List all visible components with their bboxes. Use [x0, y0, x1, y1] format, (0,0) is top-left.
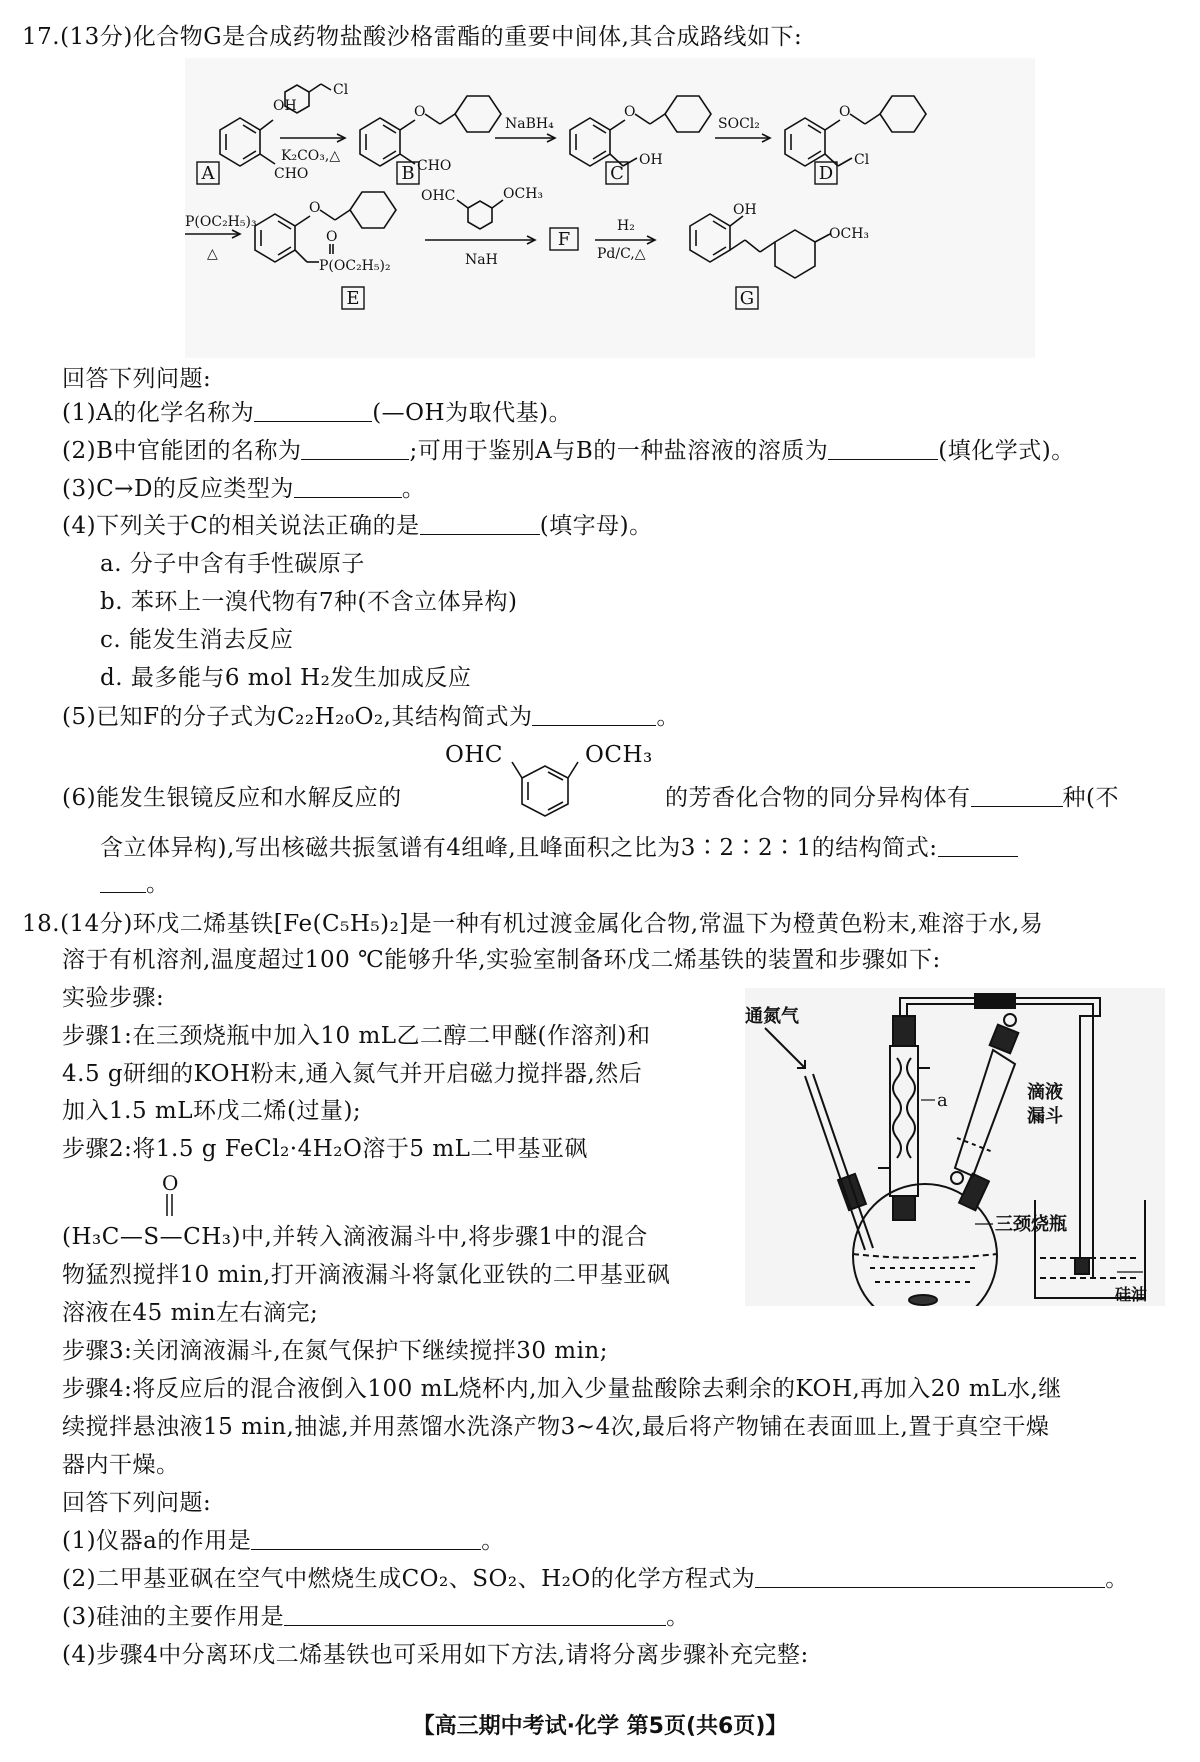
label-e: E: [346, 288, 360, 309]
answer-blank-17-6a[interactable]: [971, 786, 1063, 807]
step4-line2: 续搅拌悬浊液15 min,抽滤,并用蒸馏水洗涤产物3~4次,最后将产物铺在表面皿上,置于真空干燥: [62, 1414, 1050, 1440]
q18-1: (1)仪器a的作用是 。: [62, 1528, 505, 1554]
answer-blank-18-1[interactable]: [251, 1529, 481, 1550]
step3: 步骤3:关闭滴液漏斗,在氮气保护下继续搅拌30 min;: [62, 1338, 608, 1364]
reagent-heat: △: [207, 246, 218, 262]
q18-4: (4)步骤4中分离环戊二烯基铁也可采用如下方法,请将分离步骤补充完整:: [62, 1642, 809, 1668]
option-d: d. 最多能与6 mol H₂发生加成反应: [100, 665, 472, 691]
answer-blank-17-1[interactable]: [254, 401, 372, 422]
step1-line3: 加入1.5 mL环戊二烯(过量);: [62, 1098, 362, 1124]
dmso-oxygen: O: [162, 1171, 179, 1195]
step4-line1: 步骤4:将反应后的混合液倒入100 mL烧杯内,加入少量盐酸除去剩余的KOH,再加入20 mL水,继: [62, 1376, 1062, 1402]
page-footer: 【高三期中考试·化学 第5页(共6页)】: [412, 1714, 788, 1739]
reagent-ohc: OHC: [421, 188, 456, 204]
answer-blank-17-6c[interactable]: [100, 872, 146, 893]
synthesis-scheme: [185, 58, 1035, 358]
steps-title: 实验步骤:: [62, 985, 165, 1011]
step2-line4: 溶液在45 min左右滴完;: [62, 1300, 319, 1326]
q17-4: (4)下列关于C的相关说法正确的是 (填字母)。: [62, 513, 653, 539]
apparatus-figure: [745, 988, 1165, 1306]
q17-header: 17.(13分)化合物G是合成药物盐酸沙格雷酯的重要中间体,其合成路线如下:: [22, 24, 803, 50]
label-d: D: [818, 163, 834, 184]
group-p-o: O: [326, 229, 338, 245]
step1-line2: 4.5 g研细的KOH粉末,通入氮气并开启磁力搅拌器,然后: [62, 1061, 643, 1087]
label-silicone-oil: 硅油: [1114, 1285, 1147, 1304]
answer-blank-17-5[interactable]: [532, 705, 656, 726]
step2-line1: 步骤2:将1.5 g FeCl₂·4H₂O溶于5 mL二甲基亚砜: [62, 1136, 588, 1162]
q18-intro: 回答下列问题:: [62, 1490, 212, 1516]
q17-3: (3)C→D的反应类型为 。: [62, 476, 426, 502]
reagent-k2co3: K₂CO₃,△: [281, 148, 341, 164]
q17-intro: 回答下列问题:: [62, 366, 212, 392]
label-funnel-2: 漏斗: [1027, 1106, 1063, 1127]
answer-blank-17-2b[interactable]: [828, 439, 938, 460]
q17-6-line3: 。: [100, 869, 170, 899]
group-cho: CHO: [274, 166, 309, 182]
reagent-h2: H₂: [617, 218, 635, 234]
reagent-pdc: Pd/C,△: [597, 246, 646, 262]
answer-blank-17-6b[interactable]: [938, 836, 1018, 857]
label-a: A: [201, 163, 215, 184]
answer-blank-18-2[interactable]: [755, 1567, 1105, 1588]
option-b: b. 苯环上一溴代物有7种(不含立体异构): [100, 589, 518, 615]
label-f: F: [557, 229, 571, 250]
q17-2: (2)B中官能团的名称为 ;可用于鉴别A与B的一种盐溶液的溶质为 (填化学式)。: [62, 438, 1075, 464]
step1-line1: 步骤1:在三颈烧瓶中加入10 mL乙二醇二甲醚(作溶剂)和: [62, 1023, 651, 1049]
dmso-double-bond: [162, 1192, 178, 1218]
label-g: G: [739, 288, 755, 309]
reagent-cl: Cl: [333, 82, 349, 98]
answer-blank-17-2a[interactable]: [301, 439, 409, 460]
label-n2-inlet: 通氮气: [745, 1006, 799, 1027]
group-oh: OH: [273, 98, 297, 114]
struct-och3-label: OCH₃: [585, 742, 653, 768]
reagent-socl2: SOCl₂: [718, 116, 760, 132]
struct-ohc-label: OHC: [445, 742, 504, 768]
q17-1: (1)A的化学名称为 (—OH为取代基)。: [62, 400, 573, 426]
q17-6-line2: 含立体异构),写出核磁共振氢谱有4组峰,且峰面积之比为3∶2∶2∶1的结构简式:: [100, 833, 1018, 863]
answer-blank-18-3[interactable]: [284, 1605, 666, 1626]
option-a: a. 分子中含有手性碳原子: [100, 551, 365, 577]
reagent-nabh4: NaBH₄: [505, 116, 554, 132]
group-och3-g: OCH₃: [829, 226, 870, 242]
group-oh-g: OH: [733, 202, 757, 218]
q18-header-1: 18.(14分)环戊二烯基铁[Fe(C₅H₅)₂]是一种有机过渡金属化合物,常温下为橙黄色粉末,难溶于水,易: [22, 911, 1044, 937]
option-c: c. 能发生消去反应: [100, 627, 294, 653]
q18-header-2: 溶于有机溶剂,温度超过100 ℃能够升华,实验室制备环戊二烯基铁的装置和步骤如下:: [62, 947, 941, 973]
benzene-structure-q6: [500, 760, 590, 840]
q17-6-line1b: 的芳香化合物的同分异构体有 种(不: [665, 785, 1119, 811]
group-ether-o-d: O: [839, 104, 851, 120]
label-three-neck-flask: 三颈烧瓶: [995, 1214, 1067, 1235]
q18-3: (3)硅油的主要作用是 。: [62, 1604, 690, 1630]
reagent-nah: NaH: [465, 252, 498, 268]
group-phosphonate: P(OC₂H₅)₂: [319, 258, 391, 274]
group-cho-b: CHO: [417, 158, 452, 174]
label-funnel-1: 滴液: [1027, 1082, 1063, 1103]
label-b: B: [401, 163, 415, 184]
answer-blank-17-3[interactable]: [294, 477, 402, 498]
step2-line3: 物猛烈搅拌10 min,打开滴液漏斗将氯化亚铁的二甲基亚砜: [62, 1262, 671, 1288]
label-c: C: [610, 163, 624, 184]
q18-2: (2)二甲基亚砜在空气中燃烧生成CO₂、SO₂、H₂O的化学方程式为 。: [62, 1566, 1129, 1592]
group-cl-d: Cl: [854, 152, 870, 168]
reagent-och3: OCH₃: [503, 186, 544, 202]
q17-5: (5)已知F的分子式为C₂₂H₂₀O₂,其结构简式为 。: [62, 704, 680, 730]
group-ether-o-c: O: [624, 104, 636, 120]
step4-line3: 器内干燥。: [62, 1452, 180, 1478]
step2-line2: (H₃C—S—CH₃)中,并转入滴液漏斗中,将步骤1中的混合: [62, 1224, 648, 1250]
q17-6-line1: (6)能发生银镜反应和水解反应的: [62, 785, 402, 811]
answer-blank-17-4[interactable]: [420, 514, 540, 535]
label-instrument-a: a: [937, 1090, 948, 1111]
group-ether-o-b: O: [414, 104, 426, 120]
group-oh-c: OH: [639, 152, 663, 168]
reagent-phosphite: P(OC₂H₅)₃: [185, 214, 257, 230]
group-ether-o-e: O: [309, 200, 321, 216]
